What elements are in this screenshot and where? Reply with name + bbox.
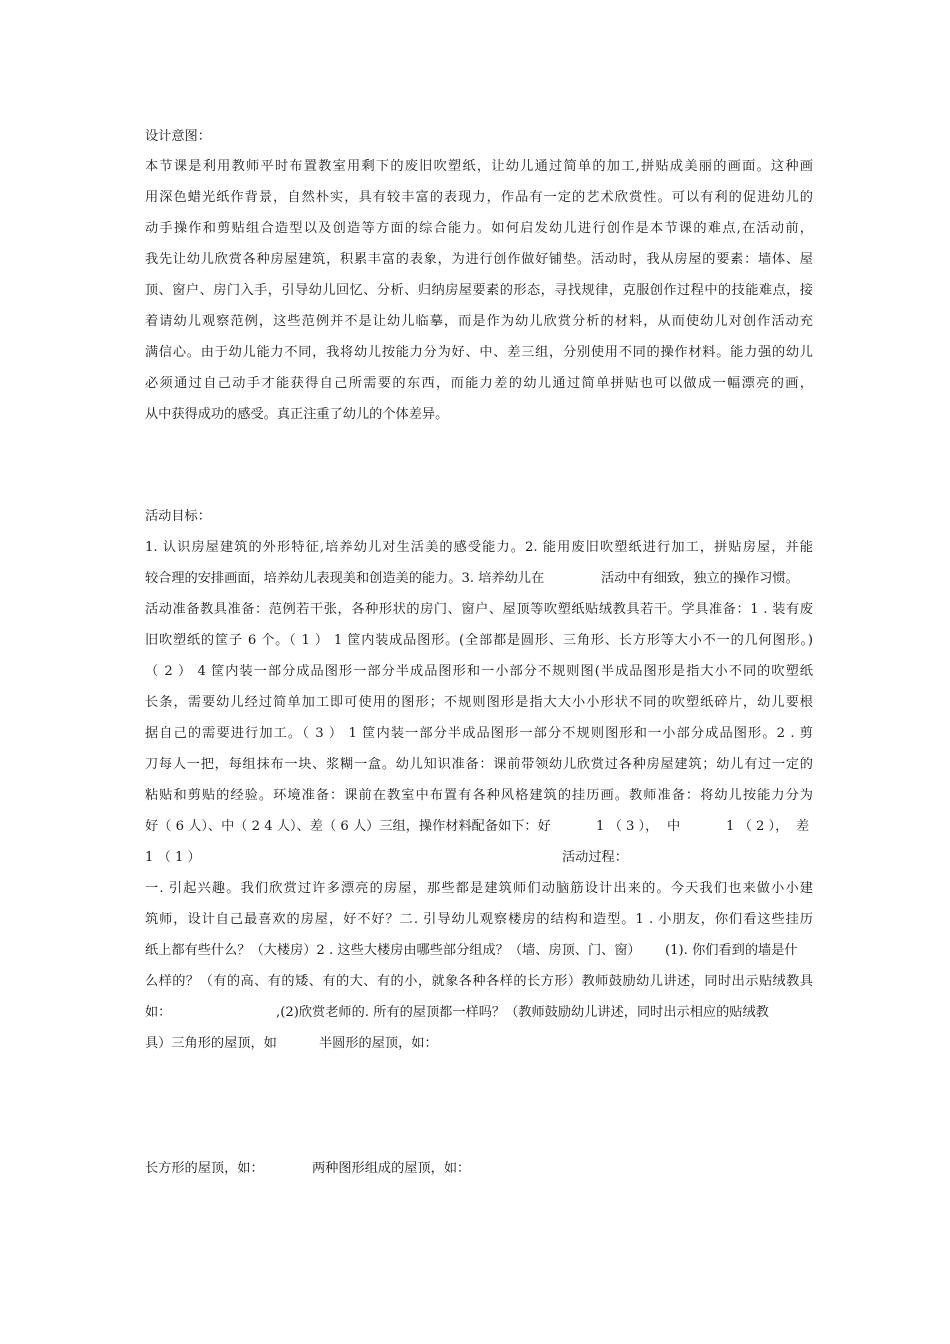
paragraph-line: （ 2 ） 4 筐内装一部分成品图形一部分半成品图形和一小部分不规则图(半成品图形是指大小不同的吹塑纸	[145, 664, 813, 679]
paragraph-line-part: 半圆形的屋顶，如：	[319, 1036, 438, 1051]
paragraph-line: 活动准备教具准备：范例若干张，各种形状的房门、窗户、屋顶等吹塑纸贴绒教具若干。学具准备：1 . 装有废	[145, 602, 813, 617]
paragraph-line-part: 如：	[145, 1005, 172, 1020]
paragraph-line-part: (1). 你们看到的墙是什	[665, 943, 798, 958]
paragraph-line: 据自己的需要进行加工。（ 3 ） 1 筐内装一部分半成品图形一部分不规则图形和一小部分成品图形。2 . 剪	[145, 726, 813, 741]
paragraph-line-part: ,(2)欣赏老师的. 所有的屋顶都一样吗？（教师鼓励幼儿讲述，同时出示相应的贴绒教	[276, 1005, 769, 1020]
section-heading-activity-goals: 活动目标：	[145, 509, 211, 524]
paragraph-line: 顶、窗户、房门入手，引导幼儿回忆、分析、归纳房屋要素的形态，寻找规律，克服创作过程中的技能难点，接	[145, 283, 813, 298]
paragraph-line: 用深色蜡光纸作背景，自然朴实，具有较丰富的表现力，作品有一定的艺术欣赏性。可以有利的促进幼儿的	[145, 190, 813, 205]
paragraph-line: 一. 引起兴趣。我们欣赏过许多漂亮的房屋，那些都是建筑师们动脑筋设计出来的。今天我们也来做小小建	[145, 881, 813, 896]
material-count-good: 1 （ 3 ），	[596, 819, 659, 834]
paragraph-line-part: 具）三角形的屋顶，如	[145, 1036, 277, 1051]
material-count-medium: 1 （ 2 ），	[726, 819, 789, 834]
paragraph-line-part: 两种图形组成的屋顶，如：	[312, 1161, 471, 1176]
paragraph-line: 本节课是利用教师平时布置教室用剩下的废旧吹塑纸，让幼儿通过简单的加工,拼贴成美丽的画面。这种画	[145, 159, 813, 174]
paragraph-line: 刀每人一把，每组抹布一块、浆糊一盒。幼儿知识准备：课前带领幼儿欣赏过各种房屋建筑；幼儿有过一定的	[145, 757, 813, 772]
paragraph-line-part: 纸上都有些什么？（大楼房）2 . 这些大楼房由哪些部分组成？（墙、房顶、门、窗）	[145, 943, 641, 958]
section-heading-activity-process: 活动过程：	[562, 850, 628, 865]
paragraph-line: 从中获得成功的感受。真正注重了幼儿的个体差异。	[145, 407, 449, 422]
paragraph-line: 长条，需要幼儿经过简单加工即可使用的图形；不规则图形是指大大小小形状不同的吹塑纸碎片，幼儿要根	[145, 695, 813, 710]
paragraph-line-part: 较合理的安排画面，培养幼儿表现美和创造美的能力。3. 培养幼儿在	[145, 571, 545, 586]
label-medium: 中	[667, 819, 681, 834]
paragraph-line: 旧吹塑纸的筐子 6 个。（ 1 ） 1 筐内装成品图形。(全部都是圆形、三角形、长方形等大小不一的几何图形。)	[145, 633, 813, 648]
paragraph-line: 我先让幼儿欣赏各种房屋建筑，积累丰富的表象，为进行创作做好铺垫。活动时，我从房屋的要素：墙体、屋	[145, 252, 813, 267]
paragraph-line-part: 好（ 6 人）、中（ 2 4 人）、差（ 6 人）三组，操作材料配备如下：好	[145, 819, 551, 834]
paragraph-line: 1. 认识房屋建筑的外形特征,培养幼儿对生活美的感受能力。2. 能用废旧吹塑纸进行加工，拼贴房屋，并能	[145, 540, 813, 555]
paragraph-line: 么样的？（有的高、有的矮、有的大、有的小，就象各种各样的长方形）教师鼓励幼儿讲述，同时出示贴绒教具	[145, 974, 813, 989]
paragraph-line: 粘贴和剪贴的经验。环境准备：课前在教室中布置有各种风格建筑的挂历画。教师准备：将幼儿按能力分为	[145, 788, 813, 803]
paragraph-line: 动手操作和剪贴组合造型以及创造等方面的综合能力。如何启发幼儿进行创作是本节课的难点,在活动前，	[145, 221, 813, 236]
section-heading-design-intent: 设计意图：	[145, 129, 211, 144]
label-poor: 差	[796, 819, 810, 834]
paragraph-line-part: 活动中有细致，独立的操作习惯。	[601, 571, 799, 586]
paragraph-line: 满信心。由于幼儿能力不同，我将幼儿按能力分为好、中、差三组，分别使用不同的操作材料。能力强的幼儿	[145, 345, 813, 360]
paragraph-line: 筑师，设计自己最喜欢的房屋，好不好？二. 引导幼儿观察楼房的结构和造型。1 . 小朋友，你们看这些挂历	[145, 912, 813, 927]
paragraph-line: 着请幼儿观察范例，这些范例并不是让幼儿临摹，而是作为幼儿欣赏分析的材料，从而使幼儿对创作活动充	[145, 314, 813, 329]
paragraph-line-part: 长方形的屋顶，如：	[145, 1161, 264, 1176]
paragraph-line: 必须通过自己动手才能获得自己所需要的东西，而能力差的幼儿通过简单拼贴也可以做成一幅漂亮的画，	[145, 376, 813, 391]
material-count-poor: 1 （ 1 ）	[145, 850, 201, 865]
